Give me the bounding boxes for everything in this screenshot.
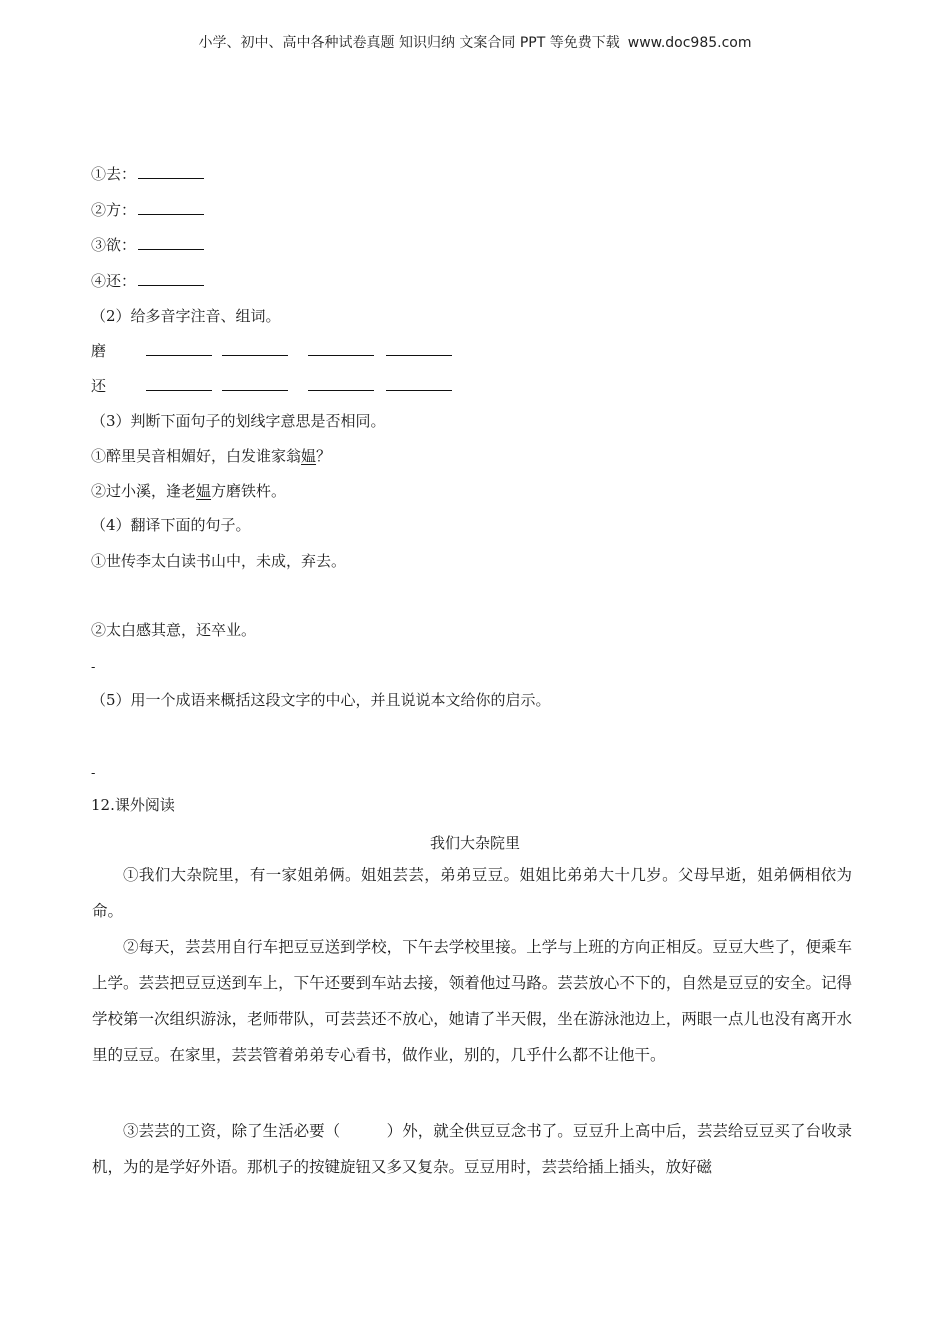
q1-item-label: ④还： — [91, 272, 137, 290]
q1-item-4 — [91, 271, 204, 291]
pinyin-blank[interactable] — [146, 341, 212, 356]
sentence-text: ①醉里吴音相媚好，白发谁家翁 — [91, 447, 302, 465]
answer-blank[interactable] — [138, 271, 204, 286]
q4-sentence-1: ①世传李太白读书山中，未成，弃去。 — [91, 552, 347, 570]
header-text: 小学、初中、高中各种试卷真题 知识归纳 文案合同 PPT 等免费下载 — [198, 35, 620, 51]
answer-blank[interactable] — [138, 164, 204, 179]
q5-label: （5）用一个成语来概括这段文字的中心，并且说说本文给你的启示。 — [91, 691, 551, 709]
q4-sentence-2: ②太白感其意，还卒业。 — [91, 621, 257, 639]
underlined-char: 媪 — [196, 482, 212, 500]
word-blank[interactable] — [222, 341, 288, 356]
q3-sentence-1 — [91, 446, 331, 466]
answer-marker: - — [91, 766, 96, 781]
q1-item-1 — [91, 164, 204, 184]
sentence-text: ②过小溪，逢老 — [91, 482, 197, 500]
sentence-text: 方磨铁杵。 — [211, 482, 287, 500]
q3-sentence-2 — [91, 481, 286, 501]
q1-item-label: ①去： — [91, 165, 137, 183]
polyphone-char: 还 — [91, 377, 107, 395]
polyphone-char: 磨 — [91, 342, 107, 360]
answer-marker: - — [91, 660, 96, 675]
passage-paragraph-2: ②每天，芸芸用自行车把豆豆送到学校，下午去学校里接。上学与上班的方向正相反。豆豆大些了，便乘车上学。芸芸把豆豆送到车上，下午还要到车站去接，领着他过马路。芸芸放心不下的，自然是豆豆的安全。记得学校第一次组织游泳，老师带队，可芸芸还不放心，她请了半天假，坐在游泳池边上，两眼一点儿也没有离开水里的豆豆。在家里，芸芸管着弟弟专心看书，做作业，别的，几乎什么都不让他干。 — [92, 938, 852, 1064]
passage-title: 我们大杂院里 — [429, 834, 520, 852]
underlined-char: 媪 — [301, 447, 317, 465]
q3-label: （3）判断下面句子的划线字意思是否相同。 — [91, 412, 386, 430]
sentence-text: ？ — [316, 447, 332, 465]
q2-row-mo — [91, 341, 491, 363]
q1-item-label: ②方： — [91, 201, 137, 219]
q12-label: 12.课外阅读 — [91, 796, 175, 814]
passage-paragraph-3: ③芸芸的工资，除了生活必要（ ）外，就全供豆豆念书了。豆豆升上高中后，芸芸给豆豆买了台收录机，为的是学好外语。那机子的按键旋钮又多又复杂。豆豆用时，芸芸给插上插头，放好磁 — [92, 1122, 852, 1176]
header-site[interactable]: www.doc985.com — [627, 35, 752, 51]
page-header — [0, 32, 950, 52]
q2-row-huan — [91, 376, 491, 398]
q4-label: （4）翻译下面的句子。 — [91, 516, 251, 534]
word-blank[interactable] — [386, 376, 452, 391]
word-blank[interactable] — [222, 376, 288, 391]
answer-blank[interactable] — [138, 235, 204, 250]
q1-item-3 — [91, 235, 204, 255]
q2-label: （2）给多音字注音、组词。 — [91, 307, 281, 325]
q1-item-label: ③欲： — [91, 236, 137, 254]
pinyin-blank[interactable] — [308, 341, 374, 356]
word-blank[interactable] — [386, 341, 452, 356]
answer-blank[interactable] — [138, 200, 204, 215]
passage-paragraph-1: ①我们大杂院里，有一家姐弟俩。姐姐芸芸，弟弟豆豆。姐姐比弟弟大十几岁。父母早逝，姐弟俩相依为命。 — [92, 866, 852, 920]
q1-item-2 — [91, 200, 204, 220]
pinyin-blank[interactable] — [146, 376, 212, 391]
pinyin-blank[interactable] — [308, 376, 374, 391]
